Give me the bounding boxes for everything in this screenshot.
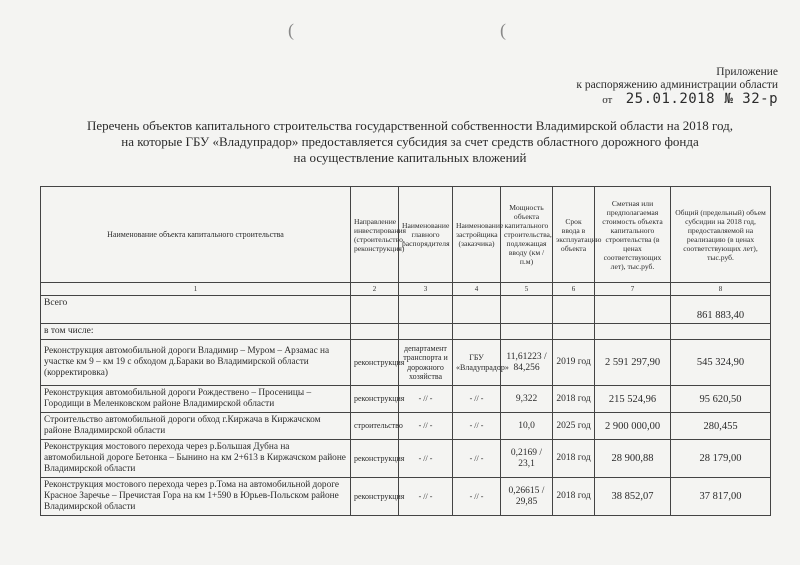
header-cost: Сметная или предполагаемая стоимость объекта капитального строительства (в ценах соответствующих лет), тыс.руб. <box>595 187 671 283</box>
object-name: Реконструкция автомобильной дороги Владимир – Муром – Арзамас на участке км 9 – км 19 с обходом д.Бараки во Владимирской области (корректировка) <box>41 340 351 386</box>
object-direction: реконструкция <box>351 478 399 516</box>
order-date: 25.01.2018 <box>625 91 716 107</box>
header-developer: Наименование застройщика (заказчика) <box>453 187 501 283</box>
col-number: 5 <box>501 283 553 296</box>
object-term: 2018 год <box>553 440 595 478</box>
object-subsidy: 28 179,00 <box>671 440 771 478</box>
object-cost: 215 524,96 <box>595 386 671 413</box>
object-capacity: 9,322 <box>501 386 553 413</box>
date-prefix: от <box>602 94 613 106</box>
object-distributor: - // - <box>399 478 453 516</box>
object-subsidy: 37 817,00 <box>671 478 771 516</box>
table-row <box>41 478 771 516</box>
total-value: 861 883,40 <box>671 296 771 324</box>
appendix-date-line <box>518 92 778 107</box>
object-developer: - // - <box>453 478 501 516</box>
header-direction: Направление инвестирования (строительство, реконструкция) <box>351 187 399 283</box>
object-term: 2025 год <box>553 413 595 440</box>
table-header-row <box>41 187 771 283</box>
appendix-title: Приложение <box>716 66 778 78</box>
object-distributor: - // - <box>399 440 453 478</box>
header-subsidy: Общий (предельный) объем субсидии на 2018 год, предоставляемой на реализацию (в ценах соответствующих лет), тыс.руб. <box>671 187 771 283</box>
table-row <box>41 413 771 440</box>
object-name: Реконструкция мостового перехода через р.Большая Дубна на автомобильной дороге Бетонка – Бынино на км 2+613 в Киржачском районе Владимирской области <box>41 440 351 478</box>
title-line-1: Перечень объектов капитального строительства государственной собственности Владимирской области на 2018 год, <box>87 118 733 133</box>
object-cost: 2 900 000,00 <box>595 413 671 440</box>
object-distributor: - // - <box>399 386 453 413</box>
object-cost: 28 900,88 <box>595 440 671 478</box>
col-number: 7 <box>595 283 671 296</box>
appendix-block <box>518 66 778 107</box>
header-distributor: Наименование главного распорядителя <box>399 187 453 283</box>
total-row <box>41 296 771 324</box>
object-direction: реконструкция <box>351 440 399 478</box>
title-line-3: на осуществление капитальных вложений <box>293 150 527 165</box>
table-row <box>41 386 771 413</box>
including-label: в том числе: <box>41 324 351 340</box>
object-term: 2019 год <box>553 340 595 386</box>
object-capacity: 0,26615 / 29,85 <box>501 478 553 516</box>
column-numbers-row <box>41 283 771 296</box>
object-distributor: - // - <box>399 413 453 440</box>
object-direction: реконструкция <box>351 340 399 386</box>
appendix-reference: к распоряжению администрации области <box>576 79 778 91</box>
scan-mark-right: ( <box>500 20 506 40</box>
object-capacity: 11,61223 / 84,256 <box>501 340 553 386</box>
object-name: Реконструкция мостового перехода через р.Тома на автомобильной дороге Красное Заречье – Пречистая Гора на км 1+590 в Юрьев-Польском районе Владимирской области <box>41 478 351 516</box>
object-cost: 2 591 297,90 <box>595 340 671 386</box>
object-distributor: департамент транспорта и дорожного хозяйства <box>399 340 453 386</box>
table-row <box>41 440 771 478</box>
total-label: Всего <box>41 296 351 324</box>
header-term: Срок ввода в эксплуатацию объекта <box>553 187 595 283</box>
object-subsidy: 280,455 <box>671 413 771 440</box>
table-row <box>41 340 771 386</box>
object-capacity: 0,2169 / 23,1 <box>501 440 553 478</box>
order-number: № 32-р <box>724 91 778 107</box>
col-number: 1 <box>41 283 351 296</box>
object-developer: - // - <box>453 386 501 413</box>
object-term: 2018 год <box>553 386 595 413</box>
scan-mark-left: ( <box>288 20 294 40</box>
header-name: Наименование объекта капитального строительства <box>41 187 351 283</box>
document-title <box>40 118 780 166</box>
object-developer: - // - <box>453 440 501 478</box>
including-row <box>41 324 771 340</box>
object-name: Реконструкция автомобильной дороги Рождествено – Просеницы – Городищи в Меленковском районе Владимирской области <box>41 386 351 413</box>
object-subsidy: 545 324,90 <box>671 340 771 386</box>
object-capacity: 10,0 <box>501 413 553 440</box>
col-number: 8 <box>671 283 771 296</box>
object-cost: 38 852,07 <box>595 478 671 516</box>
object-term: 2018 год <box>553 478 595 516</box>
header-capacity: Мощность объекта капитального строительства, подлежащая вводу (км / п.м) <box>501 187 553 283</box>
col-number: 3 <box>399 283 453 296</box>
object-developer: - // - <box>453 413 501 440</box>
object-direction: реконструкция <box>351 386 399 413</box>
object-subsidy: 95 620,50 <box>671 386 771 413</box>
col-number: 4 <box>453 283 501 296</box>
col-number: 6 <box>553 283 595 296</box>
object-developer: ГБУ «Владупрадор» <box>453 340 501 386</box>
col-number: 2 <box>351 283 399 296</box>
title-line-2: на которые ГБУ «Владупрадор» предоставляется субсидия за счет средств областного дорожного фонда <box>121 134 699 149</box>
objects-table <box>40 186 771 516</box>
object-direction: строительство <box>351 413 399 440</box>
object-name: Строительство автомобильной дороги обход г.Киржача в Киржачском районе Владимирской области <box>41 413 351 440</box>
